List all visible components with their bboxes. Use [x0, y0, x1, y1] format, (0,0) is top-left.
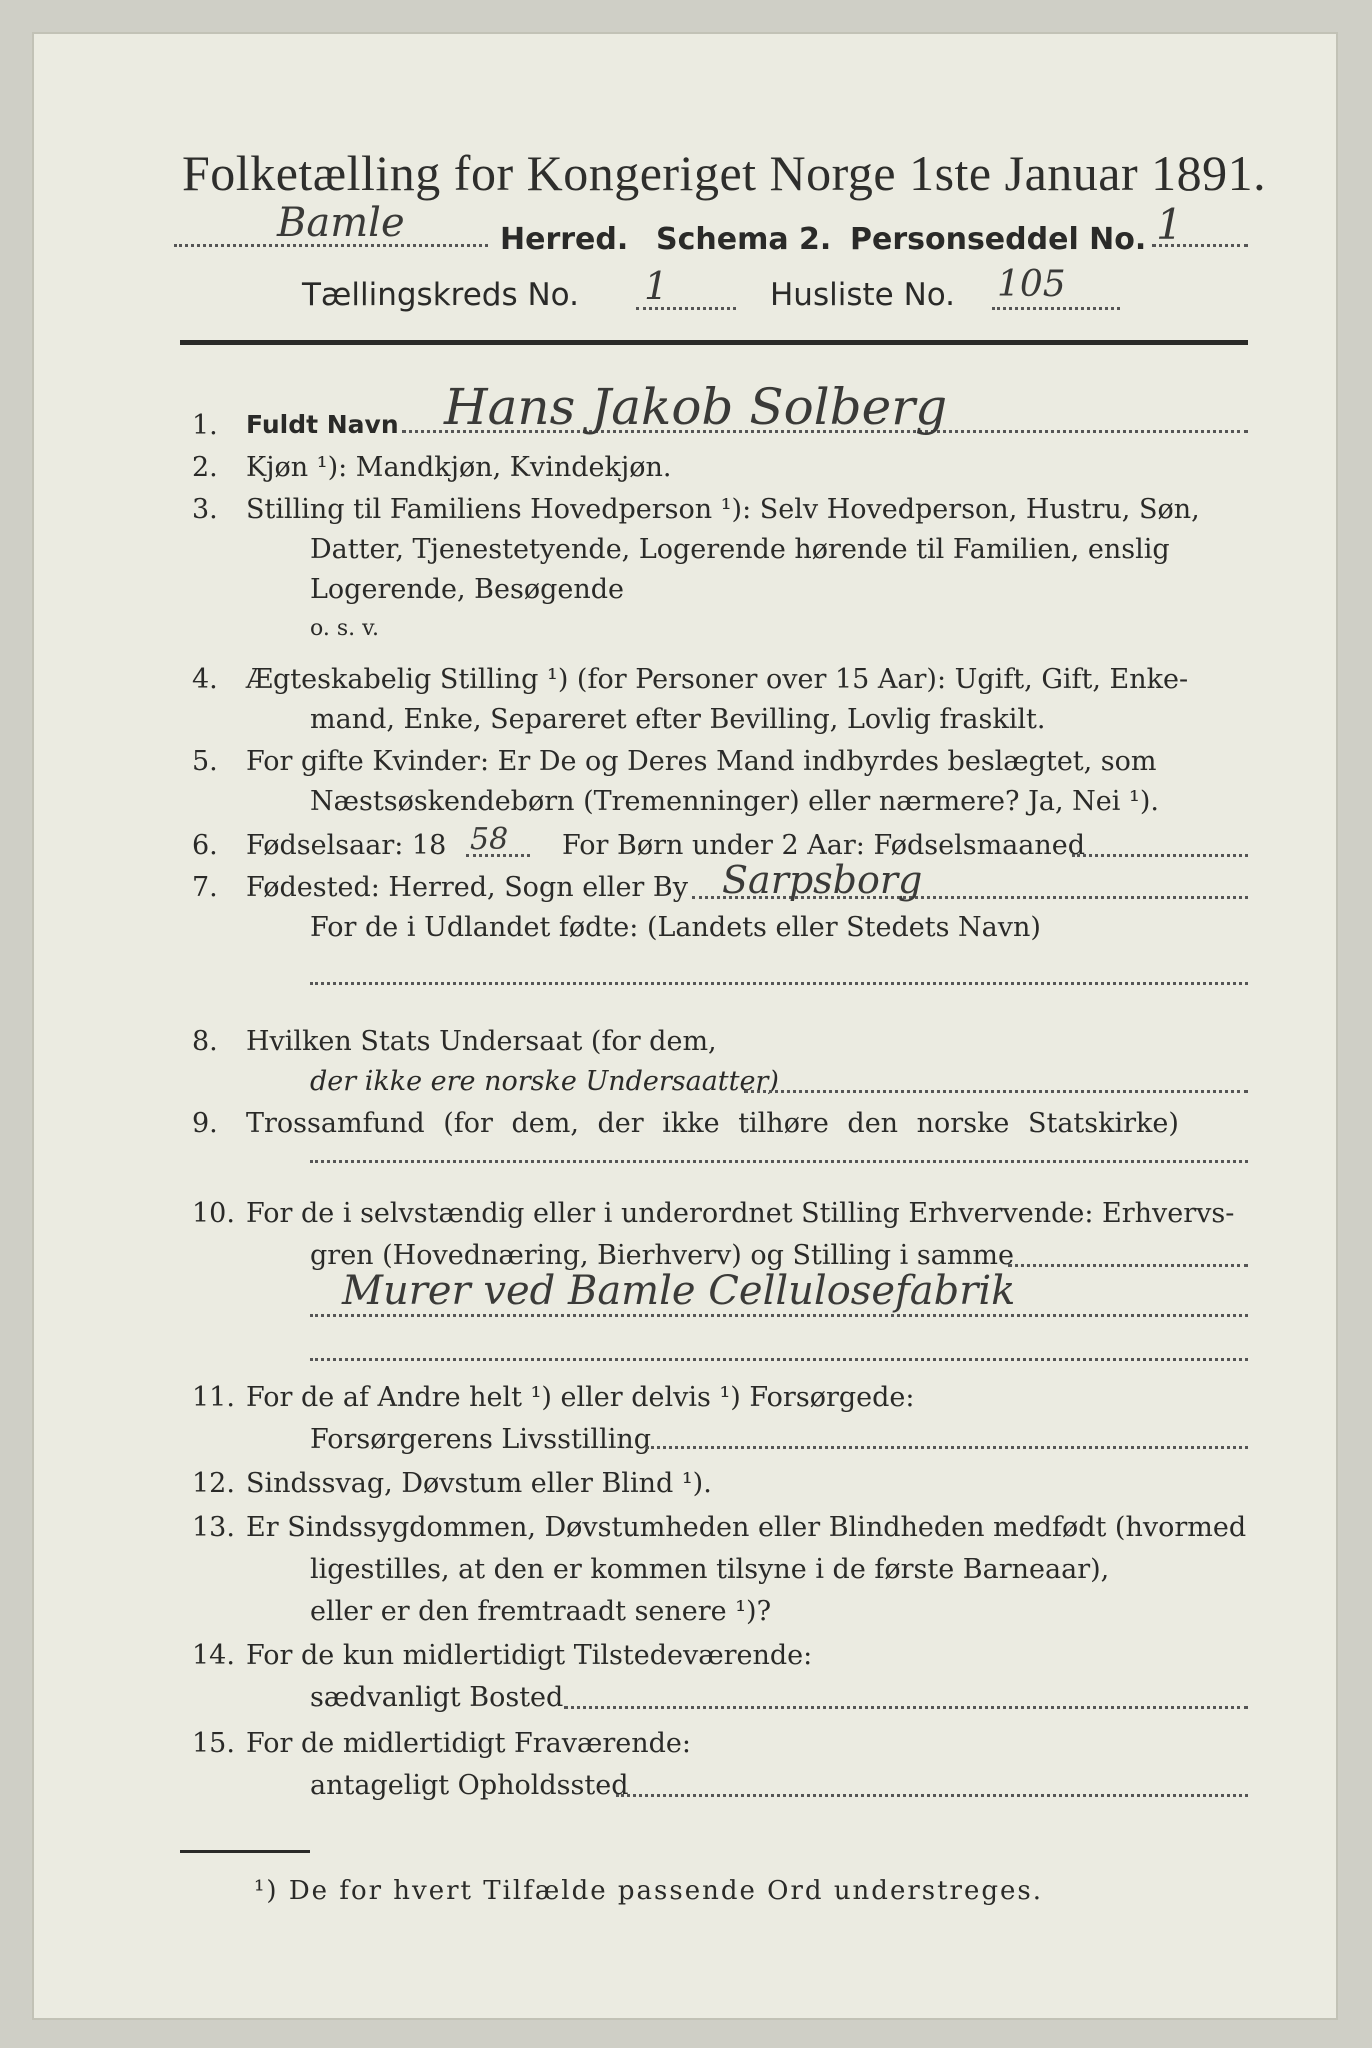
census-form [32, 32, 1338, 2020]
schema-label: Schema 2. [656, 222, 832, 257]
citizenship-line-2: der ikke ere norske Undersaatter) [310, 1066, 779, 1097]
temporary-absent-line-2: antageligt Opholdssted [310, 1770, 629, 1801]
congenital-line-2: ligestilles, at den er kommen tilsyne i de første Barneaar), [310, 1554, 1110, 1585]
occupation-value: Murer ved Bamle Cellulosefabrik [342, 1268, 1016, 1314]
name-label: Fuldt Navn [246, 410, 399, 439]
foreign-birthplace-dots [310, 982, 1248, 985]
birthplace-label: Fødested: Herred, Sogn eller By [246, 872, 689, 903]
item-number: 12. [192, 1468, 235, 1499]
item-number: 4. [192, 664, 218, 695]
birth-year-label: Fødselsaar: 18 [246, 830, 447, 861]
family-position-line-2: Datter, Tjenestetyende, Logerende hørende til Familien, enslig [310, 534, 1170, 565]
birth-year-dots [466, 854, 530, 857]
form-title: Folketælling for Kongeriget Norge 1ste Januar 1891. [182, 145, 1267, 201]
probable-residence-dots [616, 1794, 1248, 1797]
item-number: 13. [192, 1512, 235, 1543]
congenital-line-1: Er Sindssygdommen, Døvstumheden eller Blindheden medfødt (hvormed [246, 1512, 1247, 1543]
item-number: 5. [192, 746, 218, 777]
footnote: ¹) De for hvert Tilfælde passende Ord understreges. [254, 1876, 1044, 1906]
temporary-present-line-1: For de kun midlertidigt Tilstedeværende: [246, 1640, 813, 1671]
item-number: 10. [192, 1198, 235, 1229]
husliste-label: Husliste No. [770, 277, 956, 313]
item-number: 11. [192, 1382, 235, 1413]
occupation-line-2: gren (Hovednæring, Bierhverv) og Stilling i samme [310, 1240, 1015, 1271]
birth-year-value: 58 [470, 822, 509, 857]
supported-line-1: For de af Andre helt ¹) eller delvis ¹) Forsørgede: [246, 1382, 915, 1413]
married-women-line-1: For gifte Kvinder: Er De og Deres Mand indbyrdes beslægtet, som [246, 746, 1157, 777]
item-number: 8. [192, 1026, 218, 1057]
item-number: 1. [192, 410, 218, 441]
item-number: 2. [192, 452, 218, 483]
family-position-line-3: Logerende, Besøgende [310, 574, 624, 605]
husliste-dots [992, 307, 1120, 310]
header-rule [180, 340, 1248, 345]
sex-label: Kjøn ¹): Mandkjøn, Kvindekjøn. [246, 452, 672, 483]
family-position-line-1: Stilling til Familiens Hovedperson ¹): Selv Hovedperson, Hustru, Søn, [246, 494, 1200, 525]
personseddel-label: Personseddel No. [850, 222, 1147, 257]
occupation-line-1: For de i selvstændig eller i underordnet Stilling Erhvervende: Erhvervs- [246, 1198, 1235, 1229]
temporary-absent-line-1: For de midlertidigt Fraværende: [246, 1728, 692, 1759]
herred-value: Bamle [277, 200, 405, 246]
item-number: 7. [192, 872, 218, 903]
religion-dots [310, 1160, 1248, 1163]
item-number: 14. [192, 1640, 235, 1671]
supported-line-2: Forsørgerens Livsstilling [310, 1424, 652, 1455]
family-position-line-4: o. s. v. [310, 616, 379, 641]
item-number: 6. [192, 830, 218, 861]
name-value: Hans Jakob Solberg [444, 378, 948, 436]
herred-label: Herred. [500, 222, 629, 257]
citizenship-line-1: Hvilken Stats Undersaat (for dem, [246, 1026, 717, 1057]
congenital-line-3: eller er den fremtraadt senere ¹)? [310, 1596, 772, 1627]
marital-status-line-2: mand, Enke, Separeret efter Bevilling, Lovlig fraskilt. [310, 704, 1046, 735]
item-number: 9. [192, 1108, 218, 1139]
item-number: 15. [192, 1728, 235, 1759]
occupation-dots-3 [310, 1358, 1248, 1361]
occupation-dots-2 [310, 1314, 1248, 1317]
religion-label: Trossamfund (for dem, der ikke tilhøre den norske Statskirke) [246, 1108, 1179, 1139]
citizenship-dots [744, 1090, 1248, 1093]
kreds-label: Tællingskreds No. [302, 277, 579, 313]
kreds-value: 1 [644, 264, 669, 308]
usual-residence-dots [564, 1706, 1248, 1709]
foreign-birthplace-label: For de i Udlandet fødte: (Landets eller Stedets Navn) [310, 912, 1041, 943]
supported-dots [646, 1446, 1248, 1449]
husliste-value: 105 [997, 264, 1066, 305]
birth-month-label: For Børn under 2 Aar: Fødselsmaaned [562, 830, 1086, 861]
disability-label: Sindssvag, Døvstum eller Blind ¹). [246, 1468, 712, 1499]
occupation-dots-1 [1008, 1264, 1248, 1267]
birth-month-dots [1072, 854, 1248, 857]
marital-status-line-1: Ægteskabelig Stilling ¹) (for Personer over 15 Aar): Ugift, Gift, Enke- [246, 664, 1189, 695]
personseddel-dots [1152, 244, 1248, 247]
birthplace-value: Sarpsborg [722, 858, 923, 902]
married-women-line-2: Næstsøskendebørn (Tremenninger) eller nærmere? Ja, Nei ¹). [310, 786, 1159, 817]
temporary-present-line-2: sædvanligt Bosted [310, 1682, 564, 1713]
kreds-dots [636, 307, 736, 310]
personseddel-value: 1 [1156, 200, 1183, 249]
item-number: 3. [192, 494, 218, 525]
footnote-rule [180, 1850, 310, 1853]
